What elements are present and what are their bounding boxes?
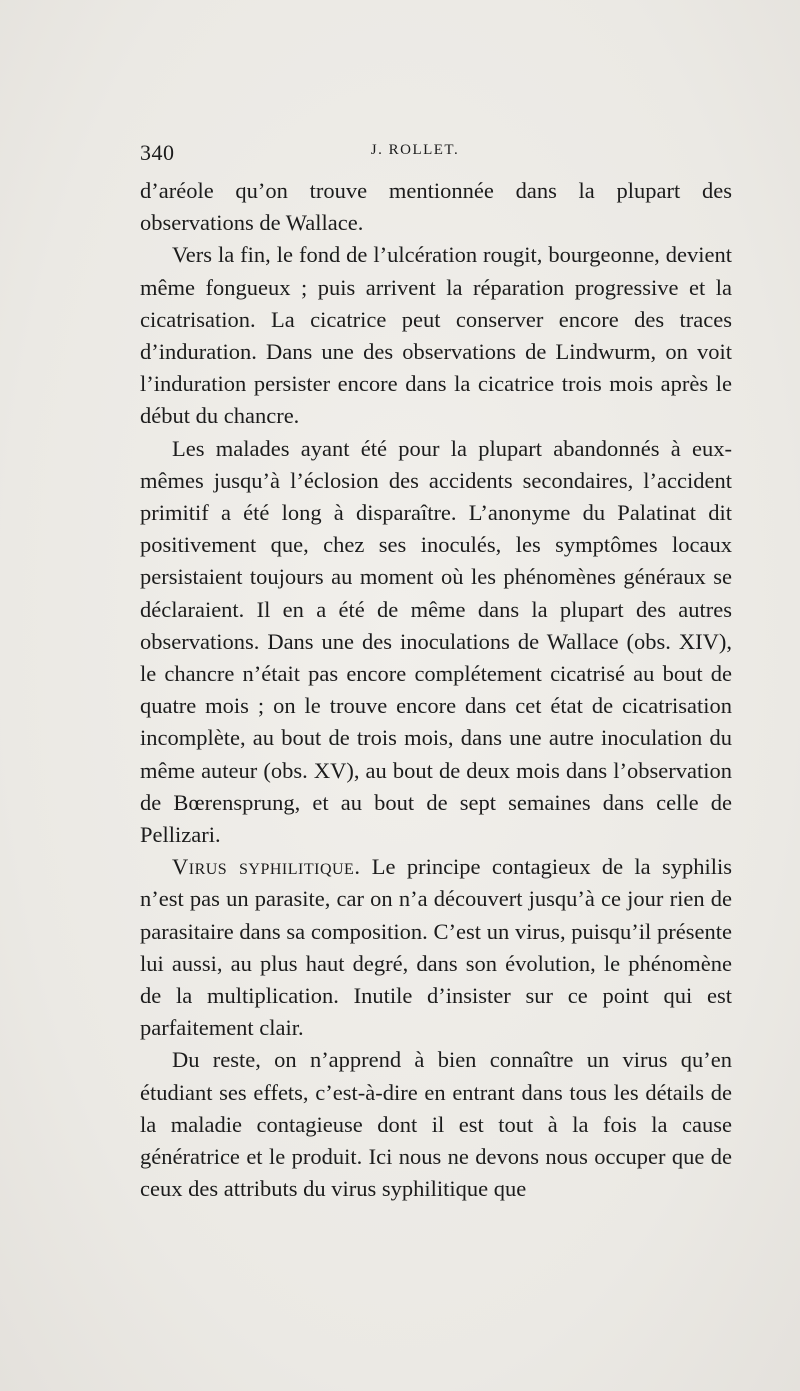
page-number: 340 <box>140 140 175 165</box>
paragraph-continuation: d’aréole qu’on trouve mentionnée dans la plupart des observations de Wallace. <box>140 178 732 236</box>
paragraph-virus <box>140 851 732 1044</box>
running-title: J. ROLLET. <box>370 142 460 158</box>
paragraph-virus-text: Le principe contagieux de la syphilis n’est pas un parasite, car on n’a découvert jusqu’à ce jour rien de parasitaire dans sa composition. C’est un virus, puisqu’il présente lui aussi, au plus haut degré, dans son évolution, le phénomène de la multiplication. Inutile d’insister sur ce point qui est parfaitement clair. <box>140 854 732 1041</box>
paragraph-healing: Vers la fin, le fond de l’ulcération rougit, bourgeonne, devient même fongueux ; puis arrivent la réparation progressive et la cicatrisation. La cicatrice peut conserver encore des traces d’induration. Dans une des observations de Lindwurm, on voit l’induration persister encore dans la cicatrice trois mois après le début du chancre. <box>140 242 732 429</box>
paragraph-conclusion: Du reste, on n’apprend à bien connaître un virus qu’en étudiant ses effets, c’est-à-dire en entrant dans tous les détails de la maladie contagieuse dont il est tout à la fois la cause génératrice et le produit. Ici nous ne devons nous occuper que de ceux des attributs du virus syphilitique que <box>140 1047 732 1202</box>
page-header <box>140 140 730 170</box>
section-heading: Virus syphilitique. <box>172 854 361 880</box>
body-text <box>140 175 732 1206</box>
paragraph-persistence: Les malades ayant été pour la plupart abandonnés à eux-mêmes jusqu’à l’éclosion des accidents secondaires, l’accident primitif a été long à disparaître. L’anonyme du Palatinat dit positivement que, chez ses inoculés, les symptômes locaux persistaient toujours au moment où les phénomènes généraux se déclaraient. Il en a été de même dans la plupart des autres observations. Dans une des inoculations de Wallace (obs. XIV), le chancre n’était pas encore complétement cicatrisé au bout de quatre mois ; on le trouve encore dans cet état de cicatrisation incomplète, au bout de trois mois, dans une autre inoculation du même auteur (obs. XV), au bout de deux mois dans l’observation de Bœrensprung, et au bout de sept semaines dans celle de Pellizari. <box>140 435 732 848</box>
